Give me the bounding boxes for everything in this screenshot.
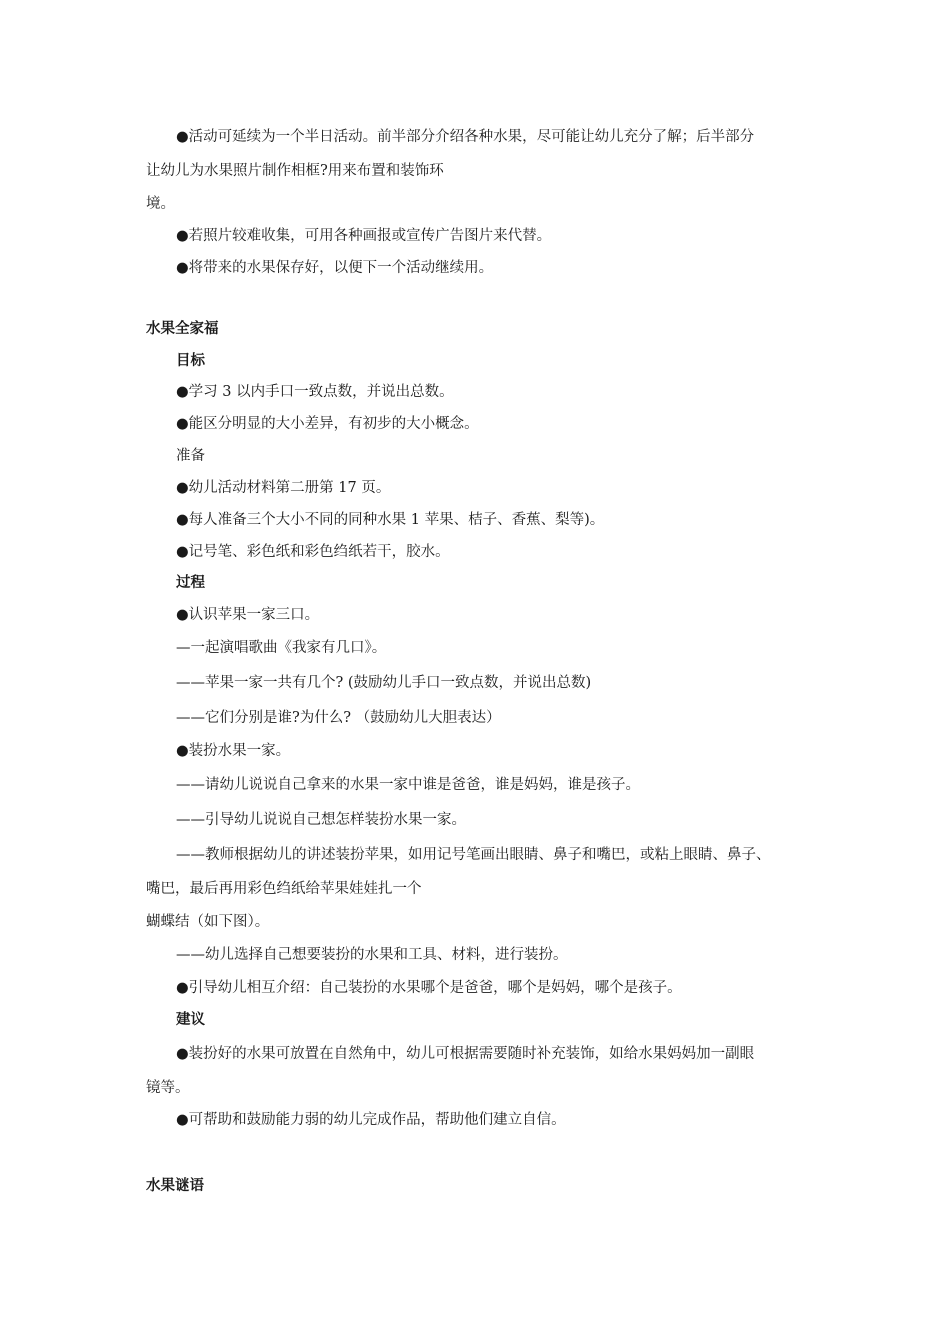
paragraph: ●活动可延续为一个半日活动。前半部分介绍各种水果，尽可能让幼儿充分了解；后半部分 — [176, 129, 755, 145]
paragraph: ——教师根据幼儿的讲述装扮苹果，如用记号笔画出眼睛、鼻子和嘴巴，或粘上眼睛、鼻子、 — [176, 847, 771, 863]
paragraph-continuation: 让幼儿为水果照片制作相框?用来布置和装饰环 — [146, 163, 444, 179]
paragraph: ●每人准备三个大小不同的同种水果 1 苹果、桔子、香蕉、梨等)。 — [176, 512, 605, 528]
paragraph: ——引导幼儿说说自己想怎样装扮水果一家。 — [176, 812, 466, 828]
paragraph: ●认识苹果一家三口。 — [176, 607, 320, 623]
paragraph-continuation: 蝴蝶结（如下图）。 — [146, 914, 270, 930]
paragraph: ●幼儿活动材料第二册第 17 页。 — [176, 480, 391, 496]
section-title: 水果谜语 — [146, 1178, 204, 1194]
paragraph: ——幼儿选择自己想要装扮的水果和工具、材料，进行装扮。 — [176, 947, 568, 963]
paragraph: ●记号笔、彩色纸和彩色绉纸若干，胶水。 — [176, 544, 450, 560]
paragraph: ——苹果一家一共有几个? (鼓励幼儿手口一致点数，并说出总数) — [176, 675, 592, 691]
paragraph: ●引导幼儿相互介绍：自己装扮的水果哪个是爸爸，哪个是妈妈，哪个是孩子。 — [176, 980, 682, 996]
paragraph: ●能区分明显的大小差异，有初步的大小概念。 — [176, 416, 479, 432]
paragraph-continuation: 嘴巴，最后再用彩色绉纸给苹果娃娃扎一个 — [146, 881, 422, 897]
section-title: 水果全家福 — [146, 321, 219, 337]
paragraph: ●装扮好的水果可放置在自然角中，幼儿可根据需要随时补充装饰，如给水果妈妈加一副眼 — [176, 1046, 755, 1062]
paragraph-continuation: 镜等。 — [146, 1080, 190, 1096]
heading-prep: 准备 — [176, 448, 205, 464]
heading-advice: 建议 — [176, 1012, 205, 1028]
paragraph: ——它们分别是谁?为什么? （鼓励幼儿大胆表达） — [176, 710, 501, 726]
paragraph: —一起演唱歌曲《我家有几口》。 — [176, 640, 387, 656]
paragraph: ●装扮水果一家。 — [176, 743, 291, 759]
paragraph-continuation: 境。 — [146, 196, 175, 212]
paragraph: ——请幼儿说说自己拿来的水果一家中谁是爸爸，谁是妈妈，谁是孩子。 — [176, 777, 640, 793]
paragraph: ●将带来的水果保存好，以便下一个活动继续用。 — [176, 260, 494, 276]
heading-goal: 目标 — [176, 353, 205, 369]
paragraph: ●可帮助和鼓励能力弱的幼儿完成作品，帮助他们建立自信。 — [176, 1112, 566, 1128]
paragraph: ●若照片较难收集，可用各种画报或宣传广告图片来代替。 — [176, 228, 552, 244]
heading-process: 过程 — [176, 575, 205, 591]
paragraph: ●学习 3 以内手口一致点数，并说出总数。 — [176, 384, 454, 400]
